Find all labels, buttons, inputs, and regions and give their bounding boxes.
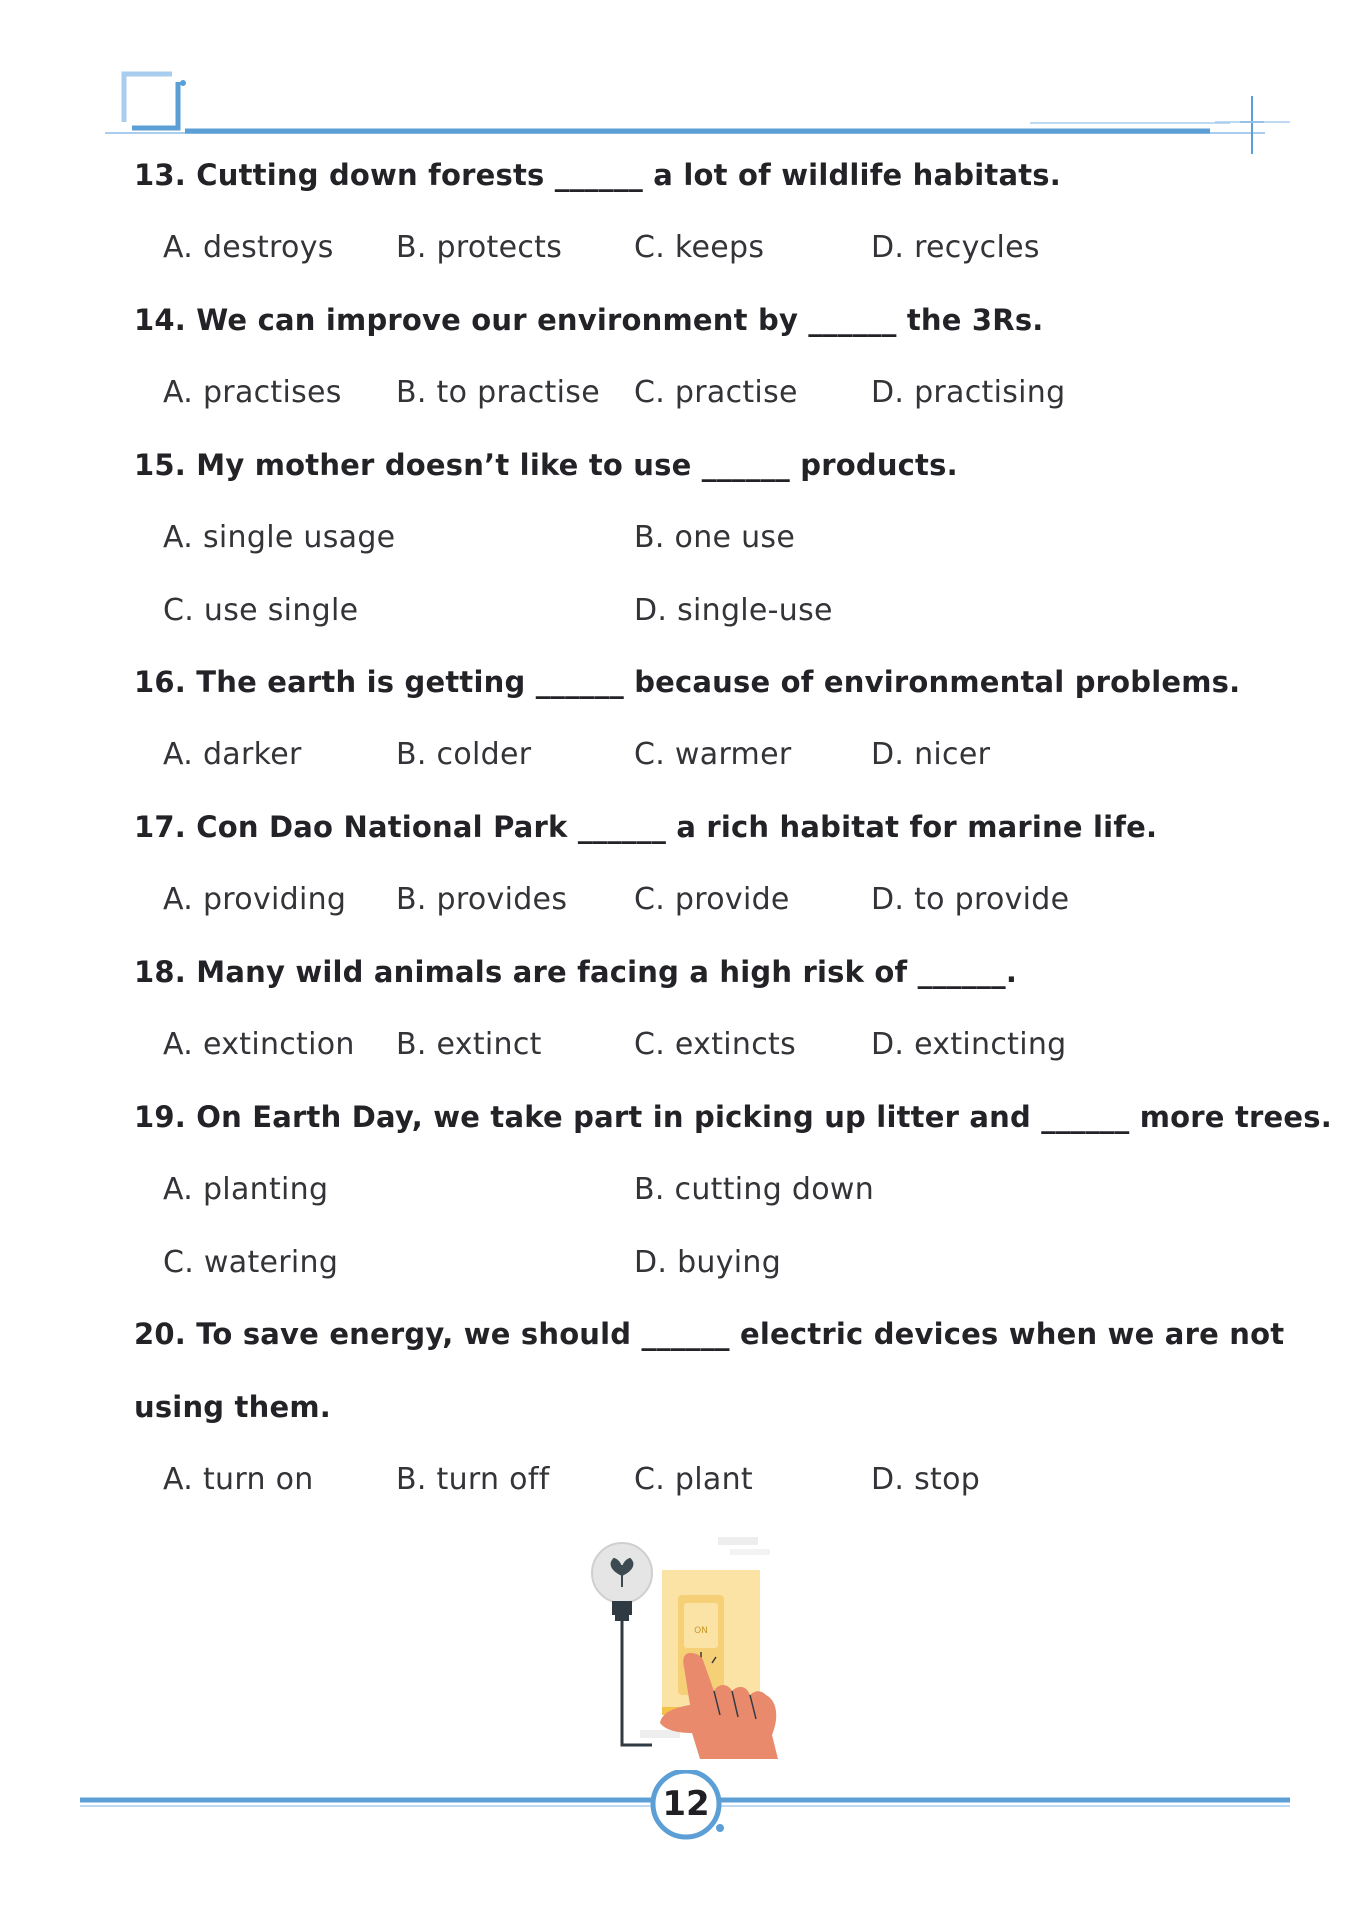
light-bulb-switch-hand-icon: [580, 1535, 800, 1760]
corner-bracket-icon: [124, 74, 186, 128]
question-14: 14. We can improve our environment by ______ the 3Rs.: [134, 303, 1044, 337]
q19-option-c[interactable]: C. watering: [163, 1245, 339, 1280]
q19-option-d[interactable]: D. buying: [634, 1245, 782, 1280]
q14-option-d[interactable]: D. practising: [871, 375, 1066, 410]
q20-option-b[interactable]: B. turn off: [396, 1462, 550, 1497]
q18-option-c[interactable]: C. extincts: [634, 1027, 797, 1062]
q16-option-c[interactable]: C. warmer: [634, 737, 792, 772]
switch-label: ON: [694, 1626, 708, 1636]
sparkle-icon: [1215, 96, 1290, 154]
q19-option-b[interactable]: B. cutting down: [634, 1172, 875, 1207]
question-15: 15. My mother doesn’t like to use ______ products.: [134, 448, 958, 482]
question-20: 20. To save energy, we should ______ electric devices when we are not: [134, 1317, 1285, 1351]
q15-option-b[interactable]: B. one use: [634, 520, 796, 555]
q14-option-b[interactable]: B. to practise: [396, 375, 600, 410]
header-decoration: [0, 0, 1355, 170]
q17-option-d[interactable]: D. to provide: [871, 882, 1070, 917]
question-13: 13. Cutting down forests ______ a lot of wildlife habitats.: [134, 158, 1061, 192]
question-20-continuation: using them.: [134, 1390, 331, 1424]
q16-option-b[interactable]: B. colder: [396, 737, 532, 772]
q13-option-b[interactable]: B. protects: [396, 230, 563, 265]
q19-option-a[interactable]: A. planting: [163, 1172, 329, 1207]
q16-option-a[interactable]: A. darker: [163, 737, 302, 772]
q13-option-a[interactable]: A. destroys: [163, 230, 334, 265]
page-number: 12: [662, 1784, 710, 1824]
q17-option-c[interactable]: C. provide: [634, 882, 790, 917]
q15-option-d[interactable]: D. single-use: [634, 593, 833, 628]
q17-option-a[interactable]: A. providing: [163, 882, 347, 917]
q13-option-d[interactable]: D. recycles: [871, 230, 1040, 265]
q14-option-a[interactable]: A. practises: [163, 375, 342, 410]
question-17: 17. Con Dao National Park ______ a rich habitat for marine life.: [134, 810, 1158, 844]
q20-option-c[interactable]: C. plant: [634, 1462, 753, 1497]
q18-option-d[interactable]: D. extincting: [871, 1027, 1067, 1062]
q20-option-d[interactable]: D. stop: [871, 1462, 981, 1497]
q13-option-c[interactable]: C. keeps: [634, 230, 765, 265]
q17-option-b[interactable]: B. provides: [396, 882, 568, 917]
q18-option-b[interactable]: B. extinct: [396, 1027, 542, 1062]
question-19: 19. On Earth Day, we take part in picking up litter and ______ more trees.: [134, 1100, 1332, 1134]
q20-option-a[interactable]: A. turn on: [163, 1462, 314, 1497]
q16-option-d[interactable]: D. nicer: [871, 737, 991, 772]
q14-option-c[interactable]: C. practise: [634, 375, 798, 410]
question-16: 16. The earth is getting ______ because of environmental problems.: [134, 665, 1241, 699]
question-18: 18. Many wild animals are facing a high risk of ______.: [134, 955, 1018, 989]
q15-option-a[interactable]: A. single usage: [163, 520, 396, 555]
q15-option-c[interactable]: C. use single: [163, 593, 359, 628]
q18-option-a[interactable]: A. extinction: [163, 1027, 355, 1062]
